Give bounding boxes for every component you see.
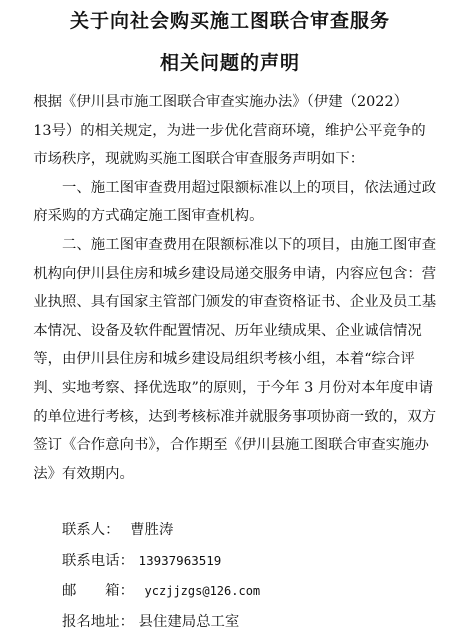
intro-line-2: 13号）的相关规定，为进一步优化营商环境，维护公平竞争的市场秩序，现就购买施工图联合审查服务声明如下： (33, 122, 426, 168)
contact-address-row (62, 607, 442, 638)
item-1-paragraph (33, 174, 440, 231)
item-2-text: 二、施工图审查费用在限额标准以下的项目，由施工图审查机构向伊川县住房和城乡建设局递交服务申请，内容应包含：营业执照、具有国家主管部门颁发的审查资格证书、企业及员工基本情况、设备及软件配置情况、历年业绩成果、企业诚信情况等，由伊川县住房和城乡建设局组织考核小组，本着“综合评判、实地考察、择优选取”的原则，于今年 3 月份对本年度申请的单位进行考核，达到考核标准并就服务事项协商一致的，双方签订《合作意向书》，合作期至《伊川县施工图联合审查实施办法》有效期内。 (33, 236, 437, 482)
contact-phone-row (62, 546, 442, 577)
contact-phone-value: 13937963519 (138, 552, 222, 568)
intro-paragraph (33, 88, 440, 174)
contact-person-value: 曹胜涛 (130, 522, 174, 538)
contact-address-label: 报名地址： (62, 613, 134, 630)
contact-email-value: yczjjzgs@126.com (144, 584, 261, 598)
contact-block (62, 515, 442, 637)
document-body (33, 88, 440, 488)
contact-phone-label: 联系电话： (62, 552, 134, 569)
contact-email-row (62, 576, 442, 607)
intro-line-1: 根据《伊川县市施工图联合审查实施办法》（伊建（2022） (33, 94, 409, 110)
contact-address-value: 县住建局总工室 (138, 613, 240, 630)
document-title-line-2: 相关问题的声明 (159, 52, 300, 74)
contact-person-label: 联系人： (62, 522, 120, 538)
document-title-line-1: 关于向社会购买施工图联合审查服务 (69, 10, 390, 32)
contact-person-row (62, 515, 442, 546)
item-1-text: 一、施工图审查费用超过限额标准以上的项目，依法通过政府采购的方式确定施工图审查机构。 (33, 179, 437, 225)
contact-email-label: 邮 箱： (62, 583, 134, 599)
item-2-paragraph (33, 231, 440, 488)
